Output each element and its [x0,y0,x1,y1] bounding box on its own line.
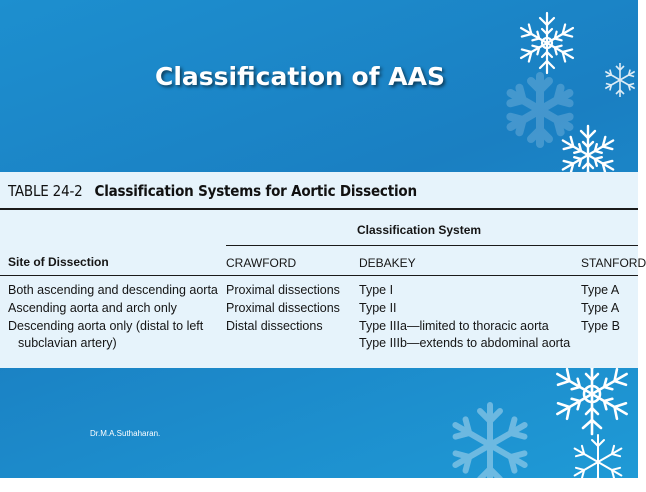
table-cell-debakey: Type II [359,301,397,315]
table-cell-debakey: Type I [359,283,394,297]
slide-footer: Dr.M.A.Suthaharan. [90,429,161,438]
table-cell-debakey-continued: Type IIIb—extends to abdominal aorta [359,336,571,350]
snowflake-icon [568,432,628,492]
column-header-debakey: DEBAKEY [359,256,416,270]
table-cell-site-continued: subclavian artery) [18,336,117,350]
table-cell-debakey: Type IIIa—limited to thoracic aorta [359,319,549,333]
table-number: TABLE 24-2 [8,182,83,200]
column-header-stanford: STANFORD [581,256,646,270]
table-cell-crawford: Distal dissections [226,319,323,333]
table-cell-site: Ascending aorta and arch only [8,301,177,315]
column-header-site: Site of Dissection [8,255,109,269]
table-cell-crawford: Proximal dissections [226,301,340,315]
table-cell-crawford: Proximal dissections [226,283,340,297]
column-group-rule [226,245,638,246]
classification-table [0,172,646,368]
header-rule [0,275,638,276]
table-cell-stanford: Type A [581,283,620,297]
table-cell-site: Descending aorta only (distal to left [8,319,204,333]
column-group-header: Classification System [357,223,482,237]
table-caption-text: Classification Systems for Aortic Dissection [94,182,417,200]
slide-title: Classification of AAS [155,62,445,91]
table-rule-top [0,208,638,210]
table-caption [8,182,417,200]
table-cell-stanford: Type A [581,301,620,315]
snowflake-icon [600,60,640,100]
column-header-crawford: CRAWFORD [226,256,297,270]
snowflake-icon [445,400,535,490]
table-cell-stanford: Type B [581,319,620,333]
table-cell-site: Both ascending and descending aorta [8,283,218,297]
